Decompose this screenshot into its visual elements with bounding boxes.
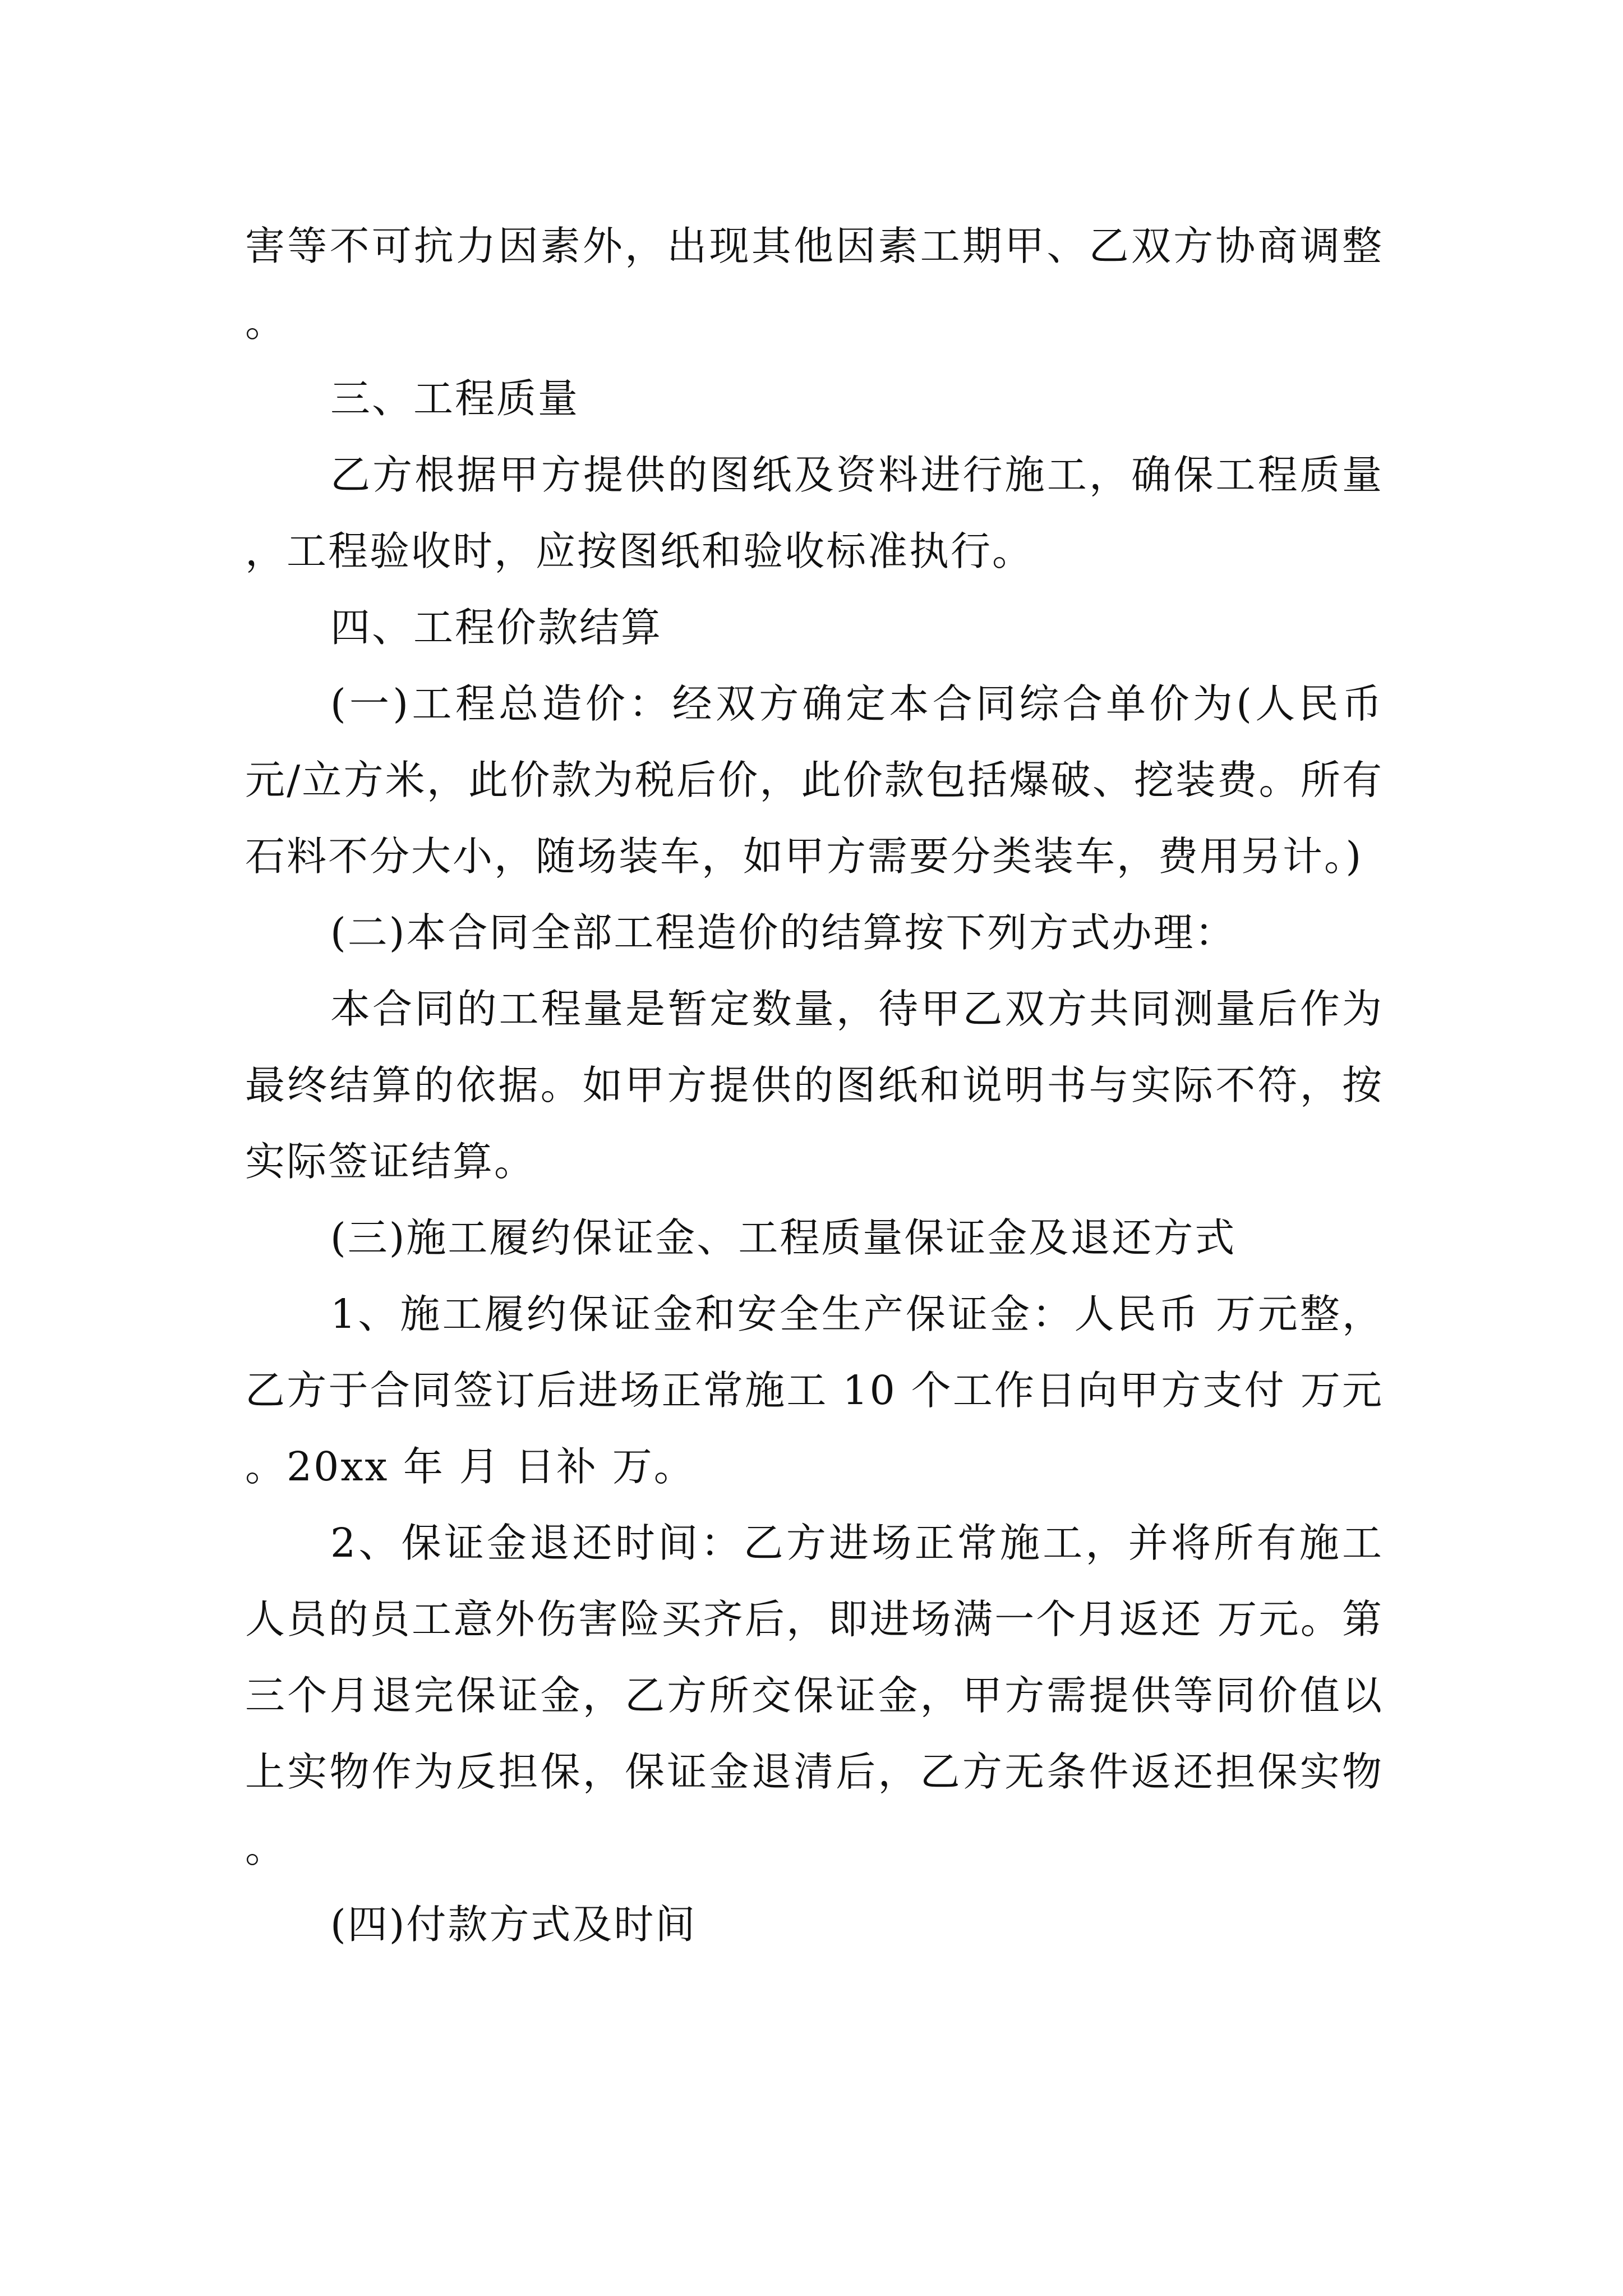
paragraph-quality: 乙方根据甲方提供的图纸及资料进行施工，确保工程质量，工程验收时，应按图纸和验收标准执行。: [245, 452, 1384, 574]
paragraph-quantity: 本合同的工程量是暂定数量，待甲乙双方共同测量后作为最终结算的依据。如甲方提供的图纸和说明书与实际不符，按实际签证结算。: [245, 986, 1384, 1185]
paragraph-settlement-method: (二)本合同全部工程造价的结算按下列方式办理：: [330, 909, 1237, 956]
paragraph-total-cost: (一)工程总造价：经双方确定本合同综合单价为(人民币 元/立方米，此价款为税后价，此价款包括爆破、挖装费。所有石料不分大小，随场装车，如甲方需要分类装车，费用另计。): [245, 680, 1384, 880]
document-body: [245, 208, 1384, 1963]
paragraph-deposit-amount: 1、施工履约保证金和安全生产保证金：人民币 万元整，乙方于合同签订后进场正常施工 10 个工作日向甲方支付 万元。20xx 年 月 日补 万。: [245, 1291, 1384, 1490]
paragraph-continuation: 害等不可抗力因素外，出现其他因素工期甲、乙双方协商调整。: [245, 223, 1384, 346]
paragraph-payment-heading: (四)付款方式及时间: [330, 1901, 697, 1948]
section-heading-quality: 三、工程质量: [330, 375, 580, 422]
paragraph-deposit-heading: (三)施工履约保证金、工程质量保证金及退还方式: [330, 1214, 1237, 1261]
section-heading-settlement: 四、工程价款结算: [330, 604, 663, 651]
paragraph-deposit-return: 2、保证金退还时间：乙方进场正常施工，并将所有施工人员的员工意外伤害险买齐后，即进场满一个月返还 万元。第三个月退完保证金，乙方所交保证金，甲方需提供等同价值以上实物作为反担保，保证金退清后，乙方无条件返还担保实物。: [245, 1520, 1384, 1871]
